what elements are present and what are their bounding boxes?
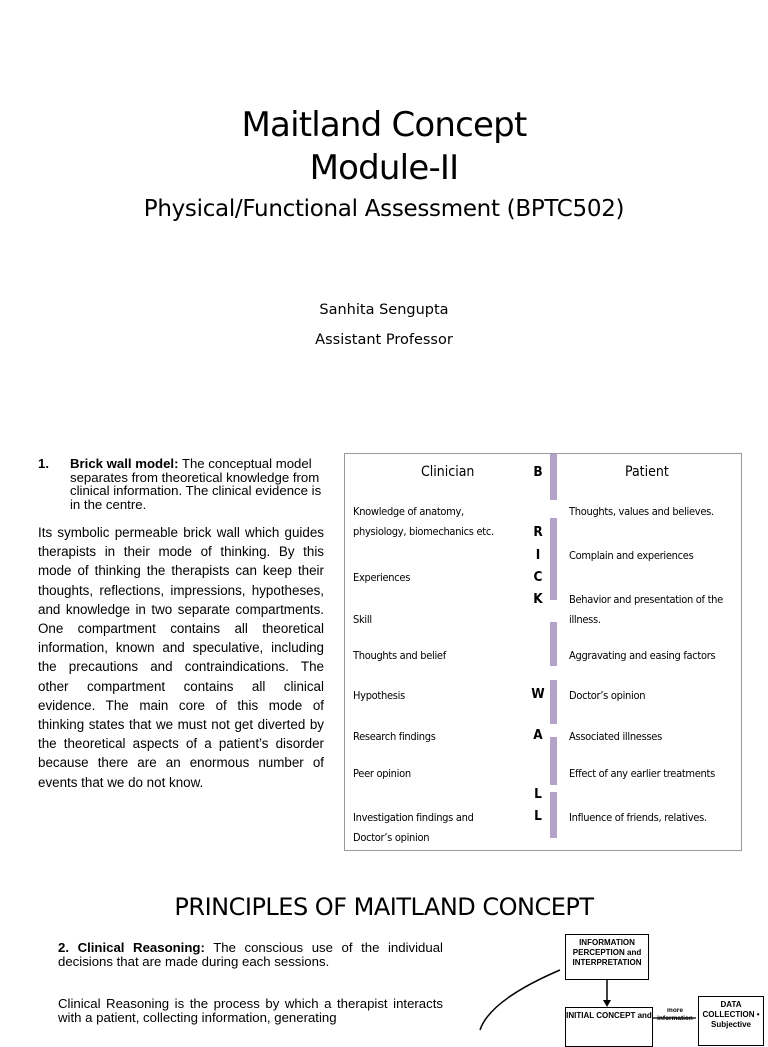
patient-cell: Influence of friends, relatives. [569,811,707,824]
wall-letter: I [535,547,541,563]
title-line-2: Module-II [309,148,459,188]
patient-cell: Complain and experiences [569,549,694,562]
patient-cell: Behavior and presentation of the illness. [569,593,723,626]
subtitle: Physical/Functional Assessment (BPTC502) [143,196,625,222]
wall-letter: L [534,808,542,824]
patient-cell: Thoughts, values and believes. [569,505,714,518]
item-number: 1. [38,456,49,471]
wall-segment [550,680,557,724]
brick-wall-heading [38,457,328,511]
title-slide [0,0,768,430]
reasoning-flowchart [470,930,768,1030]
clinician-cell: Hypothesis [353,689,405,702]
wall-letter: W [531,686,545,702]
flow-box-perception: INFORMATION PERCEPTION and INTERPRETATION [565,934,649,980]
flow-box-data-collection: DATA COLLECTION • Subjective [698,996,764,1046]
main-title [0,104,768,190]
item-term: Brick wall model: [70,456,179,471]
patient-cell: Aggravating and easing factors [569,649,716,662]
flow-box-initial-concept: INITIAL CONCEPT and [565,1007,653,1047]
wall-letter: R [533,524,543,540]
wall-segment [550,518,557,600]
brick-wall-body: Its symbolic permeable brick wall which guides therapists in their mode of thinking. By this mode of thinking the therapists can keep their thoughts, reflections, impressions, hypotheses, and knowledge in two separate compartments. One compartment contains all theoretical information, known and speculative, including the precautions and contraindications. The other compartment contains all clinical evidence. The main core of this mode of thinking states that we must not get diverted by the theoretical aspects of a patient’s disorder because there are an enormous number of events that we do not know. [38,525,324,790]
clinician-cell: Thoughts and belief [353,649,446,662]
wall-letter: L [534,786,542,802]
header-clinician: Clinician [421,464,475,480]
brick-wall-slide [0,430,768,855]
clinician-cell: Knowledge of anatomy, physiology, biomechanics etc. [353,505,494,538]
author-title: Assistant Professor [315,332,453,348]
patient-cell: Associated illnesses [569,730,662,743]
principles-title: PRINCIPLES OF MAITLAND CONCEPT [174,893,594,921]
patient-cell: Doctor’s opinion [569,689,646,702]
principles-slide [0,855,768,1029]
clinician-cell: Experiences [353,571,411,584]
brick-wall-table [344,453,742,851]
author-name: Sanhita Sengupta [319,302,449,318]
item-text: The conscious use of the individual decisions that are made during each sessions. [58,940,443,969]
item-term: 2. Clinical Reasoning: [58,940,205,955]
wall-letter: C [533,569,543,585]
wall-letter: K [533,591,543,607]
patient-cell: Effect of any earlier treatments [569,767,715,780]
clinician-cell: Investigation findings and Doctor’s opinion [353,811,474,844]
wall-segment [550,622,557,666]
wall-segment [550,454,557,500]
wall-segment [550,737,557,785]
wall-letter: A [533,727,543,743]
clinician-cell: Skill [353,613,372,626]
clinician-cell: Peer opinion [353,767,411,780]
arrow-label: more information [657,1007,693,1022]
wall-segment [550,792,557,838]
clinical-reasoning-body: Clinical Reasoning is the process by which a therapist interacts with a patient, collecting information, generating [58,996,443,1025]
header-patient: Patient [625,464,669,480]
author-block [0,295,768,355]
header-letter: B [533,464,543,480]
clinical-reasoning-heading [58,941,443,969]
clinician-cell: Research findings [353,730,436,743]
title-line-1: Maitland Concept [241,105,527,145]
item-text: The conceptual model separates from theoretical knowledge from clinical information. The clinical evidence is in the centre. [70,456,322,512]
